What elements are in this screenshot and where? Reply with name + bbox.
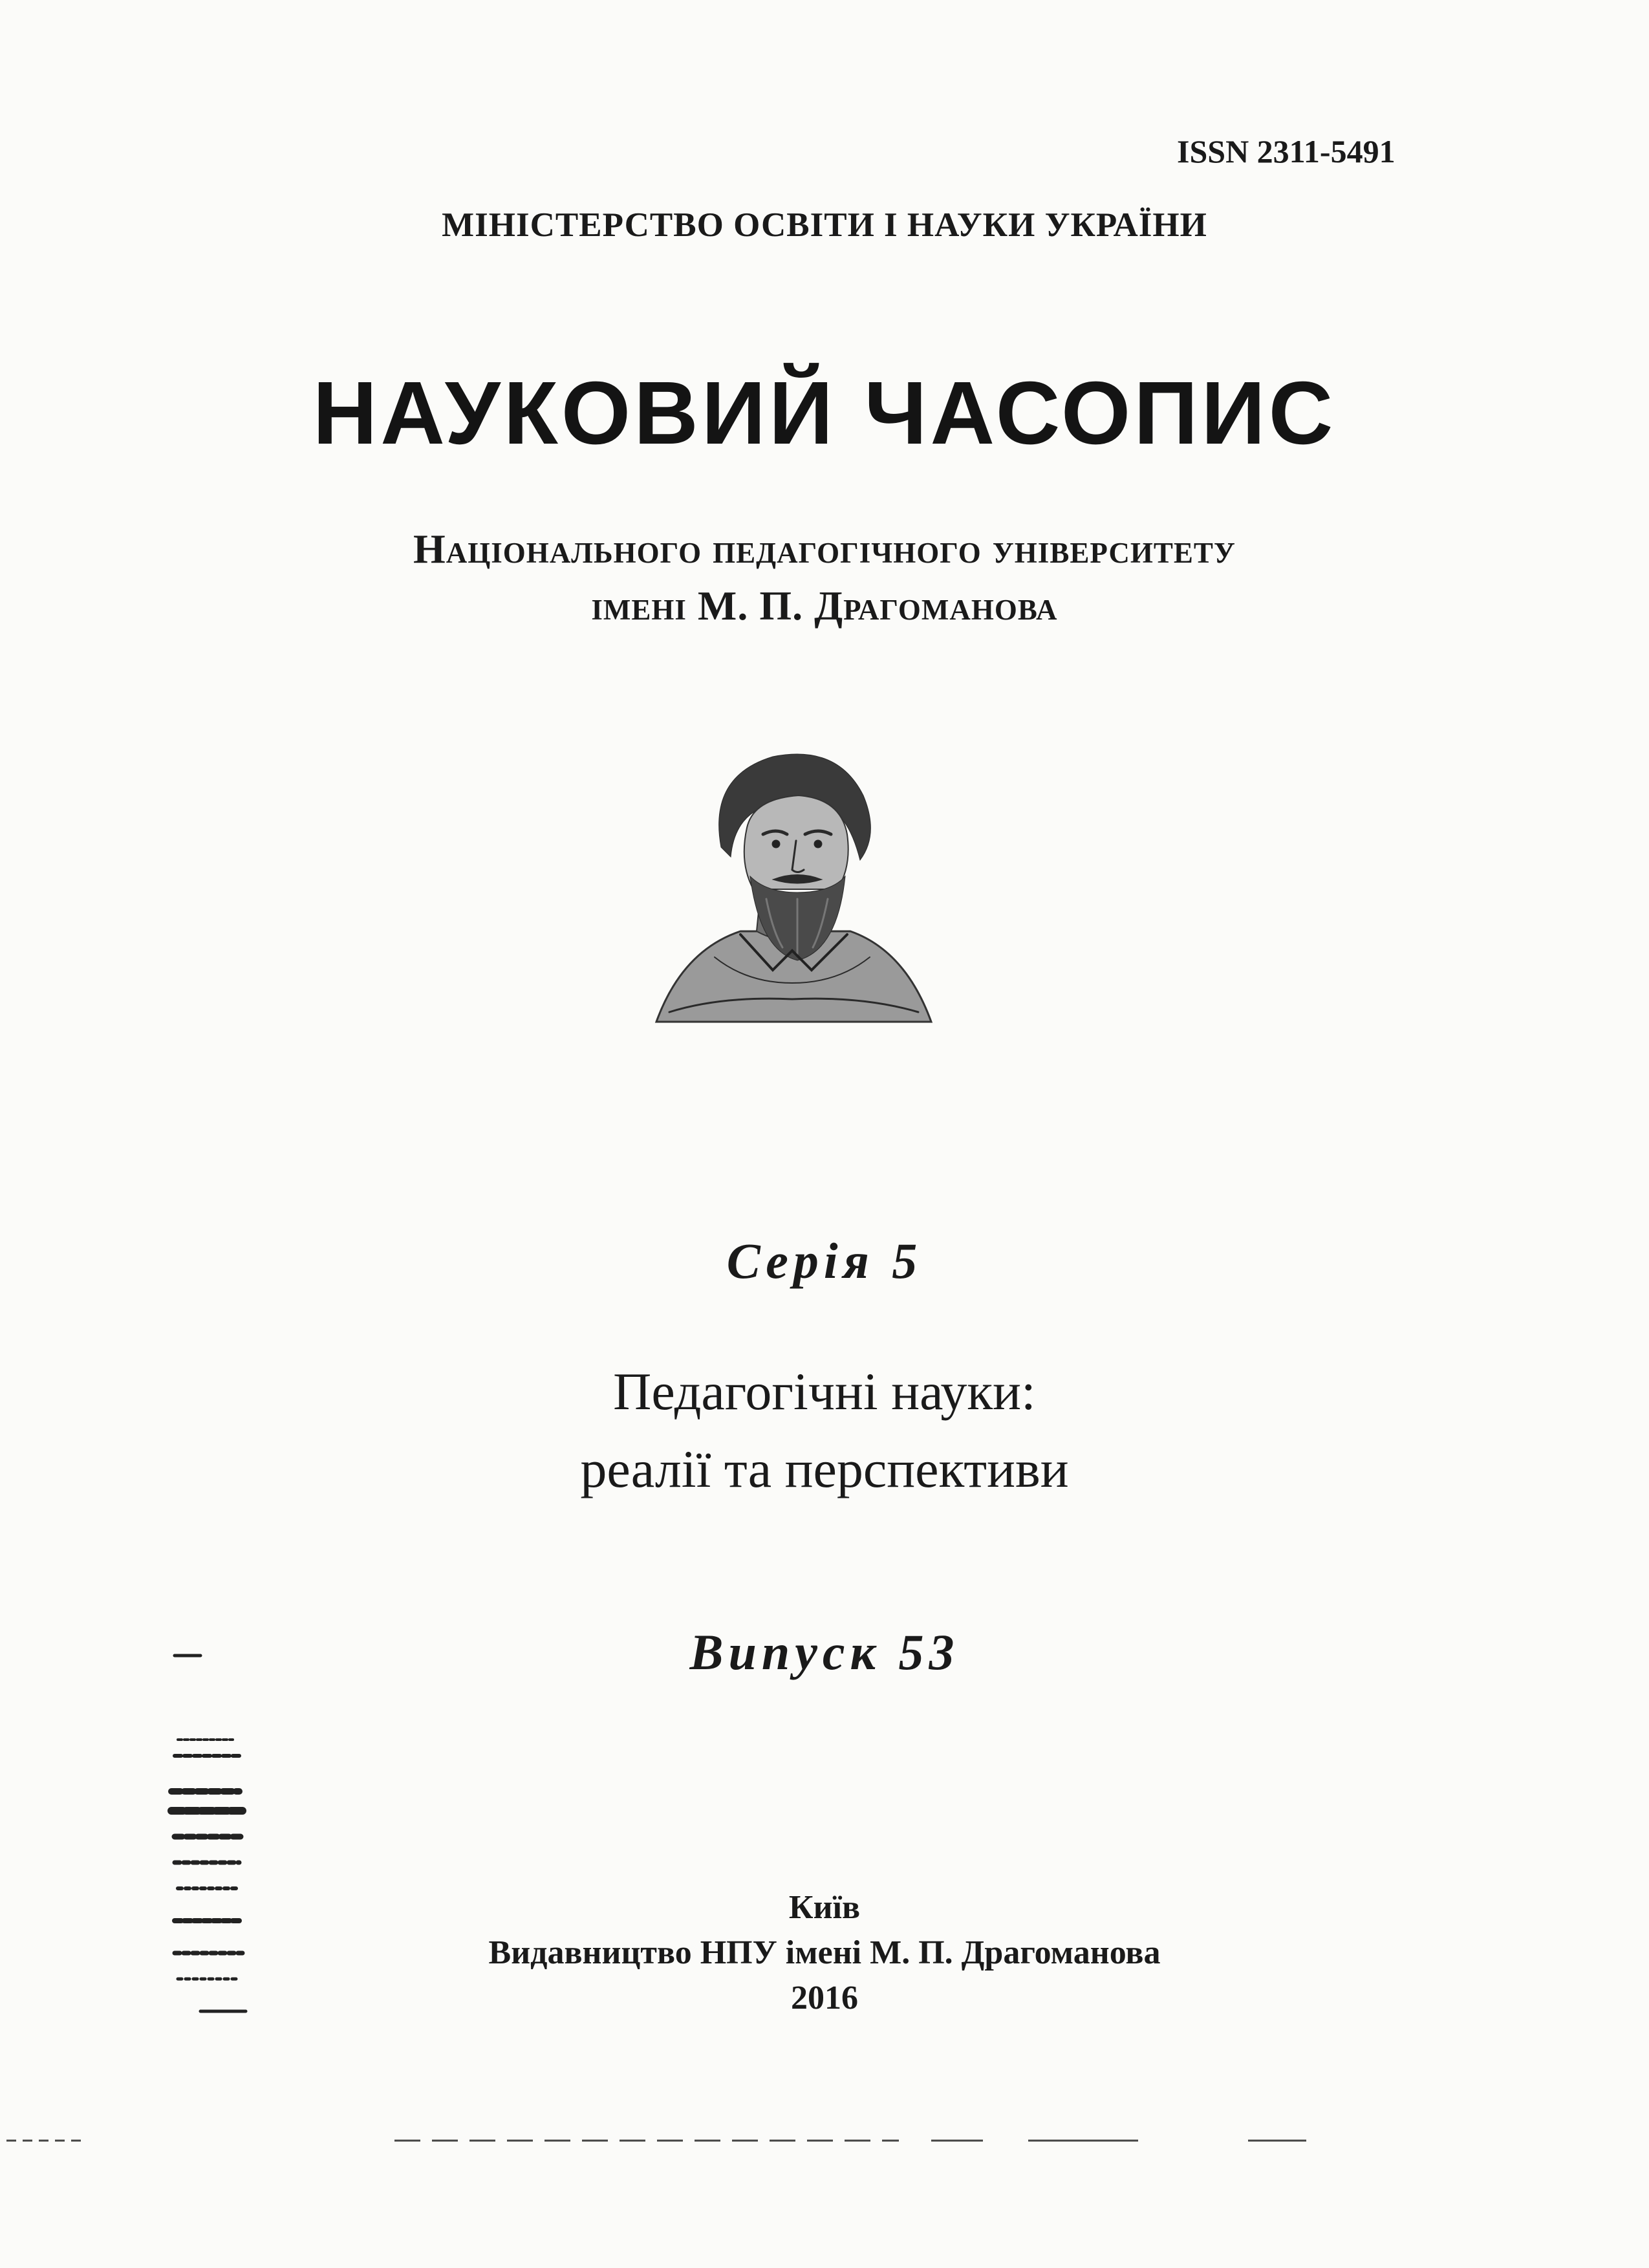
publisher-name: Видавництво НПУ імені М. П. Драгоманова (488, 1934, 1161, 1971)
bust-portrait-icon (643, 737, 941, 1028)
series-subject-line-1: Педагогічні науки: (613, 1362, 1036, 1421)
publication-year: 2016 (791, 1980, 858, 2016)
series-label: Серія 5 (726, 1233, 923, 1289)
publication-city: Київ (788, 1889, 861, 1926)
scan-edge-lines (0, 2134, 1649, 2147)
ministry-heading: МІНІСТЕРСТВО ОСВІТИ І НАУКИ УКРАЇНИ (442, 206, 1207, 244)
series-subject-line-2: реалії та перспективи (580, 1440, 1069, 1498)
issue-number: Випуск 53 (689, 1624, 960, 1680)
issn-number: ISSN 2311-5491 (1177, 133, 1396, 169)
university-name-line-2: імені М. П. Драгоманова (591, 583, 1058, 629)
journal-title: НАУКОВИЙ ЧАСОПИС (312, 363, 1337, 463)
scan-noise-artifact (162, 1643, 278, 2044)
university-name-line-1: Національного педагогічного університету (413, 526, 1236, 572)
